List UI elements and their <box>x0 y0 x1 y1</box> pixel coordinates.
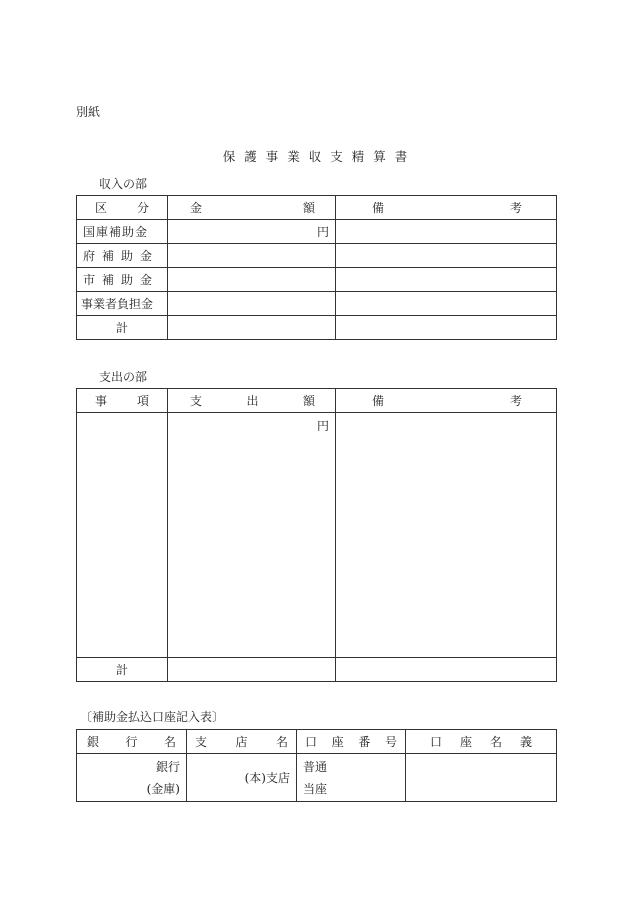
expense-total-label: 計 <box>77 658 168 682</box>
expense-total-amount[interactable] <box>168 658 336 682</box>
bank-header-row <box>77 730 557 754</box>
header-bank-name <box>77 730 187 754</box>
header-char: 銀 <box>87 735 100 749</box>
expense-item-cell[interactable] <box>77 413 168 658</box>
header-char: 名 <box>275 735 288 749</box>
income-row-remarks[interactable] <box>336 268 557 292</box>
bank-entry-row <box>77 754 557 802</box>
header-char: 義 <box>519 735 532 749</box>
header-expense-char: 支 <box>190 394 203 408</box>
header-account-holder <box>406 730 557 754</box>
header-amount-char: 金 <box>190 201 203 215</box>
income-row-amount[interactable] <box>168 268 336 292</box>
income-row-label: 市補助金 <box>77 268 168 292</box>
header-char: 名 <box>489 735 502 749</box>
account-number-cell[interactable] <box>297 754 406 802</box>
income-row <box>77 220 557 244</box>
branch-name-cell[interactable]: (本)支店 <box>187 754 297 802</box>
header-char: 行 <box>125 735 138 749</box>
header-expense-char: 額 <box>302 394 315 408</box>
expense-total-remarks[interactable] <box>336 658 557 682</box>
header-category-char: 分 <box>136 201 149 215</box>
header-char: 名 <box>163 735 176 749</box>
income-row-amount[interactable] <box>168 244 336 268</box>
income-table <box>76 195 557 340</box>
bank-name-cell[interactable] <box>77 754 187 802</box>
header-remarks-char: 考 <box>509 394 522 408</box>
income-row-remarks[interactable] <box>336 244 557 268</box>
income-header-row <box>77 196 557 220</box>
income-total-remarks[interactable] <box>336 316 557 340</box>
income-row <box>77 268 557 292</box>
expense-header-row <box>77 389 557 413</box>
header-remarks <box>336 196 557 220</box>
expense-heading: 支出の部 <box>99 370 148 384</box>
header-char: 番 <box>358 735 371 749</box>
document-title: 保護事業収支精算書 <box>222 149 417 164</box>
bank-table <box>76 729 557 802</box>
header-remarks-char: 備 <box>372 201 385 215</box>
income-row-remarks[interactable] <box>336 292 557 316</box>
header-category-char: 区 <box>95 201 108 215</box>
bank-alt-suffix: (金庫) <box>146 782 180 796</box>
account-type-ordinary[interactable]: 普通 <box>303 760 328 774</box>
income-row-remarks[interactable] <box>336 220 557 244</box>
header-item-char: 項 <box>136 394 149 408</box>
income-row-amount[interactable]: 円 <box>168 220 336 244</box>
header-char: 号 <box>384 735 397 749</box>
annex-label: 別紙 <box>76 105 101 119</box>
header-char: 口 <box>305 735 318 749</box>
header-account-number <box>297 730 406 754</box>
income-row <box>77 292 557 316</box>
header-char: 座 <box>331 735 344 749</box>
header-expense-char: 出 <box>246 394 259 408</box>
header-remarks-char: 備 <box>372 394 385 408</box>
header-category <box>77 196 168 220</box>
header-expense-amount <box>168 389 336 413</box>
header-item-char: 事 <box>95 394 108 408</box>
expense-total-row <box>77 658 557 682</box>
expense-table <box>76 388 557 682</box>
income-row-label: 国庫補助金 <box>77 220 168 244</box>
header-char: 支 <box>195 735 208 749</box>
account-holder-cell[interactable] <box>406 754 557 802</box>
income-row-amount[interactable] <box>168 292 336 316</box>
income-row <box>77 244 557 268</box>
header-branch-name <box>187 730 297 754</box>
expense-amount-cell[interactable]: 円 <box>168 413 336 658</box>
header-char: 店 <box>235 735 248 749</box>
expense-body-row <box>77 413 557 658</box>
income-total-row <box>77 316 557 340</box>
income-row-label: 事業者負担金 <box>77 292 168 316</box>
bank-suffix: 銀行 <box>155 760 180 774</box>
bank-heading: 〔補助金払込口座記入表〕 <box>80 710 225 724</box>
header-item <box>77 389 168 413</box>
expense-remarks-cell[interactable] <box>336 413 557 658</box>
header-expense-remarks <box>336 389 557 413</box>
account-type-current[interactable]: 当座 <box>303 782 328 796</box>
header-char: 口 <box>430 735 443 749</box>
header-amount <box>168 196 336 220</box>
income-total-amount[interactable] <box>168 316 336 340</box>
income-row-label: 府補助金 <box>77 244 168 268</box>
income-heading: 収入の部 <box>99 177 148 191</box>
header-amount-char: 額 <box>302 201 315 215</box>
header-char: 座 <box>459 735 472 749</box>
header-remarks-char: 考 <box>509 201 522 215</box>
income-total-label: 計 <box>77 316 168 340</box>
